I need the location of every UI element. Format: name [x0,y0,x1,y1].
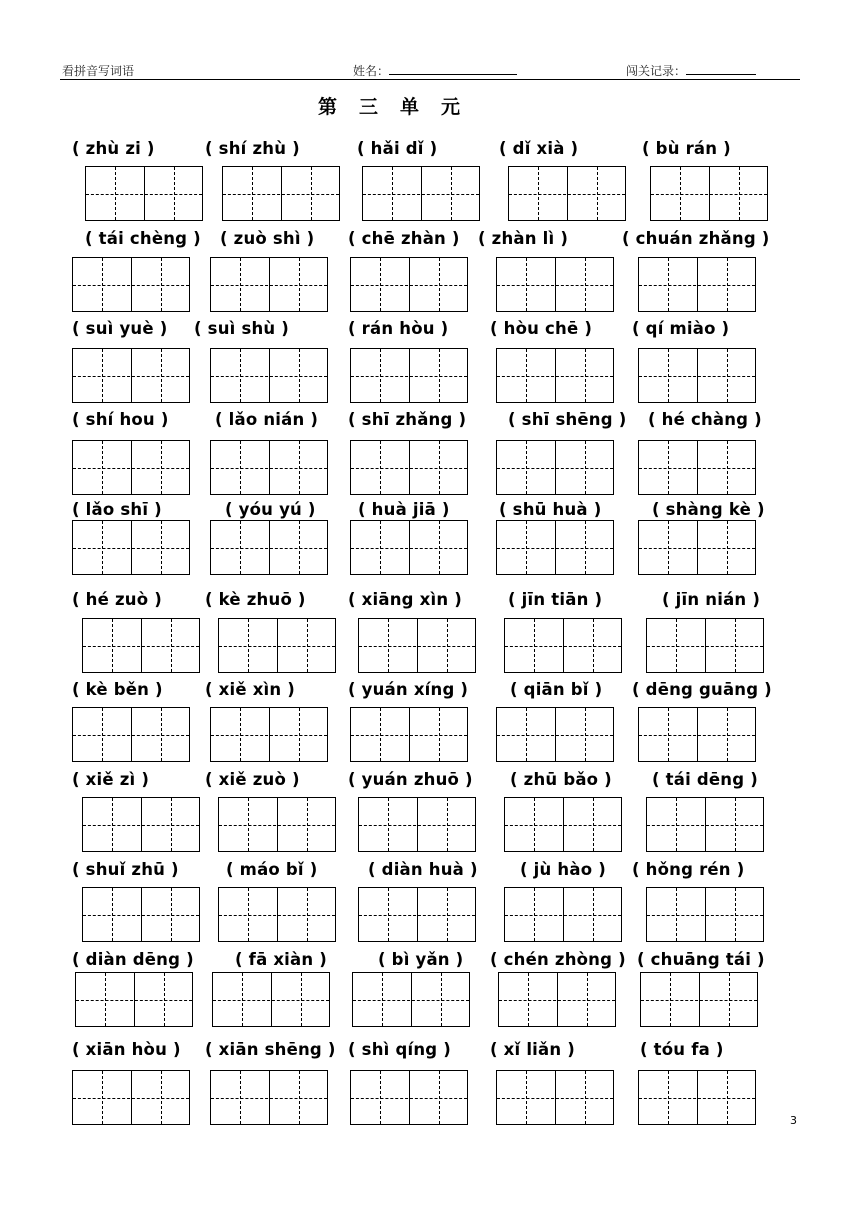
pinyin-prompt: ( tái chèng ) [85,229,201,248]
pinyin-prompt: ( yuán zhuō ) [348,770,473,789]
character-writing-box[interactable] [498,972,616,1027]
character-writing-box[interactable] [350,440,468,495]
pinyin-prompt: ( diàn huà ) [368,860,478,879]
character-writing-box[interactable] [350,707,468,762]
pinyin-prompt: ( hòu chē ) [490,319,593,338]
pinyin-prompt: ( lǎo shī ) [72,500,162,519]
character-writing-box[interactable] [362,166,480,221]
character-writing-box[interactable] [640,972,758,1027]
pinyin-prompt: ( xiān shēng ) [205,1040,336,1059]
pinyin-prompt: ( jīn tiān ) [508,590,603,609]
character-writing-box[interactable] [646,797,764,852]
character-writing-box[interactable] [350,257,468,312]
pinyin-prompt: ( shuǐ zhū ) [72,860,179,879]
pinyin-prompt: ( qiān bǐ ) [510,680,603,699]
character-writing-box[interactable] [210,520,328,575]
pinyin-prompt: ( dǐ xià ) [499,139,579,158]
pinyin-prompt: ( zhù zi ) [72,139,155,158]
pinyin-prompt: ( hǎi dǐ ) [357,139,438,158]
pinyin-prompt: ( lǎo nián ) [215,410,319,429]
character-writing-box[interactable] [72,440,190,495]
pinyin-prompt: ( diàn dēng ) [72,950,194,969]
character-writing-box[interactable] [638,440,756,495]
pinyin-prompt: ( hé chàng ) [648,410,762,429]
character-writing-box[interactable] [82,887,200,942]
pinyin-prompt: ( shì qíng ) [348,1040,451,1059]
pinyin-prompt: ( xiāng xìn ) [348,590,462,609]
pinyin-prompt: ( yuán xíng ) [348,680,469,699]
pinyin-prompt: ( fā xiàn ) [235,950,328,969]
pinyin-prompt: ( zuò shì ) [220,229,315,248]
pinyin-prompt: ( bì yǎn ) [378,950,464,969]
pinyin-prompt: ( zhū bǎo ) [510,770,612,789]
character-writing-box[interactable] [82,797,200,852]
character-writing-box[interactable] [496,440,614,495]
page-title: 第三单元 [318,96,483,118]
header-worksheet-title: 看拼音写词语 [62,64,135,78]
character-writing-box[interactable] [650,166,768,221]
character-writing-box[interactable] [72,348,190,403]
pinyin-prompt: ( shī shēng ) [508,410,627,429]
character-writing-box[interactable] [358,618,476,673]
character-writing-box[interactable] [358,797,476,852]
pinyin-prompt: ( jù hào ) [520,860,606,879]
pinyin-prompt: ( chuāng tái ) [637,950,765,969]
character-writing-box[interactable] [210,440,328,495]
character-writing-box[interactable] [496,520,614,575]
character-writing-box[interactable] [222,166,340,221]
character-writing-box[interactable] [72,707,190,762]
pinyin-prompt: ( máo bǐ ) [226,860,318,879]
character-writing-box[interactable] [210,707,328,762]
character-writing-box[interactable] [358,887,476,942]
character-writing-box[interactable] [352,972,470,1027]
character-writing-box[interactable] [75,972,193,1027]
character-writing-box[interactable] [82,618,200,673]
pinyin-prompt: ( xiě zuò ) [205,770,300,789]
character-writing-box[interactable] [218,618,336,673]
character-writing-box[interactable] [212,972,330,1027]
character-writing-box[interactable] [638,257,756,312]
character-writing-box[interactable] [218,797,336,852]
pinyin-prompt: ( hǒng rén ) [632,860,745,879]
character-writing-box[interactable] [72,1070,190,1125]
pinyin-prompt: ( chē zhàn ) [348,229,460,248]
character-writing-box[interactable] [504,887,622,942]
pinyin-prompt: ( chén zhòng ) [490,950,626,969]
character-writing-box[interactable] [496,707,614,762]
pinyin-prompt: ( shū huà ) [499,500,602,519]
pinyin-prompt: ( yóu yú ) [225,500,316,519]
record-label: 闯关记录： [626,64,687,78]
pinyin-prompt: ( huà jiā ) [358,500,450,519]
pinyin-prompt: ( xiān hòu ) [72,1040,181,1059]
pinyin-prompt: ( tóu fa ) [640,1040,724,1059]
character-writing-box[interactable] [350,520,468,575]
pinyin-prompt: ( chuán zhǎng ) [622,229,770,248]
pinyin-prompt: ( zhàn lì ) [478,229,569,248]
pinyin-prompt: ( rán hòu ) [348,319,449,338]
character-writing-box[interactable] [85,166,203,221]
character-writing-box[interactable] [646,887,764,942]
pinyin-prompt: ( shí hou ) [72,410,169,429]
character-writing-box[interactable] [210,348,328,403]
character-writing-box[interactable] [496,348,614,403]
name-label: 姓名： [353,64,390,78]
character-writing-box[interactable] [646,618,764,673]
character-writing-box[interactable] [496,1070,614,1125]
pinyin-prompt: ( xiě zì ) [72,770,150,789]
pinyin-prompt: ( dēng guāng ) [632,680,772,699]
pinyin-prompt: ( qí miào ) [632,319,730,338]
character-writing-box[interactable] [508,166,626,221]
pinyin-prompt: ( shī zhǎng ) [348,410,467,429]
pinyin-prompt: ( shàng kè ) [652,500,765,519]
character-writing-box[interactable] [638,707,756,762]
character-writing-box[interactable] [504,618,622,673]
pinyin-prompt: ( hé zuò ) [72,590,162,609]
page-number: 3 [790,1114,797,1127]
pinyin-prompt: ( suì yuè ) [72,319,168,338]
pinyin-prompt: ( xǐ liǎn ) [490,1040,576,1059]
pinyin-prompt: ( kè zhuō ) [205,590,306,609]
character-writing-box[interactable] [72,257,190,312]
character-writing-box[interactable] [638,348,756,403]
character-writing-box[interactable] [218,887,336,942]
pinyin-prompt: ( tái dēng ) [652,770,758,789]
character-writing-box[interactable] [72,520,190,575]
pinyin-prompt: ( suì shù ) [194,319,290,338]
pinyin-prompt: ( jīn nián ) [662,590,761,609]
character-writing-box[interactable] [638,1070,756,1125]
character-writing-box[interactable] [496,257,614,312]
character-writing-box[interactable] [350,348,468,403]
pinyin-prompt: ( bù rán ) [642,139,731,158]
character-writing-box[interactable] [638,520,756,575]
character-writing-box[interactable] [210,1070,328,1125]
character-writing-box[interactable] [210,257,328,312]
pinyin-prompt: ( xiě xìn ) [205,680,296,699]
pinyin-prompt: ( shí zhù ) [205,139,300,158]
character-writing-box[interactable] [350,1070,468,1125]
character-writing-box[interactable] [504,797,622,852]
pinyin-prompt: ( kè běn ) [72,680,163,699]
